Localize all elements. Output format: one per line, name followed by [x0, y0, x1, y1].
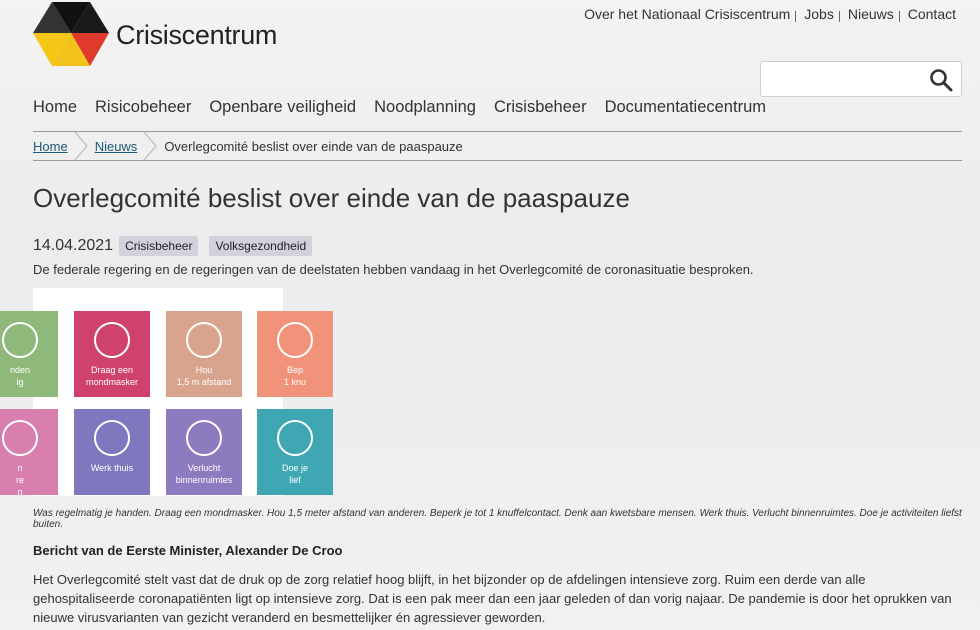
- logo-text: Crisiscentrum: [116, 20, 278, 50]
- tile-label: 1,5 m afstand: [176, 377, 232, 387]
- search-input[interactable]: [767, 67, 927, 91]
- top-link-about[interactable]: Over het Nationaal Crisiscentrum: [584, 6, 791, 22]
- tile-label: binnenruimtes: [175, 475, 233, 485]
- search-box: [760, 61, 962, 97]
- search-icon[interactable]: [929, 68, 953, 92]
- tile-ventilate: [166, 409, 242, 495]
- tile-distance: [166, 311, 242, 397]
- tile-label: Hou: [195, 365, 213, 375]
- tile-mask: [74, 311, 150, 397]
- top-links: [584, 6, 956, 22]
- tag-volksgezondheid[interactable]: Volksgezondheid: [209, 236, 312, 256]
- tile-work-home: [74, 409, 150, 495]
- breadcrumb-home[interactable]: Home: [33, 138, 68, 154]
- tile-label: mondmasker: [85, 377, 139, 387]
- article-meta: [33, 236, 323, 256]
- tile-label: Verlucht: [187, 463, 221, 473]
- tile-label: lief: [289, 475, 301, 485]
- chevron-right-icon: [143, 132, 157, 160]
- separator: [899, 11, 900, 22]
- tile-wash-hands: [0, 311, 58, 397]
- top-link-news[interactable]: Nieuws: [847, 6, 894, 22]
- top-link-contact[interactable]: Contact: [907, 6, 956, 22]
- measure-icon: [277, 322, 313, 358]
- nav-documentatiecentrum[interactable]: Documentatiecentrum: [604, 98, 766, 116]
- tile-label: ig: [16, 377, 24, 387]
- nav-openbare-veiligheid[interactable]: Openbare veiligheid: [209, 98, 357, 116]
- breadcrumb-current: Overlegcomité beslist over einde van de paaspauze: [164, 138, 463, 154]
- nav-risicobeheer[interactable]: Risicobeheer: [95, 98, 192, 116]
- article-byline: Bericht van de Eerste Minister, Alexander De Croo: [33, 543, 343, 558]
- article-date: 14.04.2021: [33, 237, 114, 254]
- measure-icon: [186, 420, 222, 456]
- crisiscentrum-logo[interactable]: [33, 2, 293, 68]
- tile-outside: [257, 409, 333, 495]
- tile-vulnerable: [0, 409, 58, 495]
- tile-contact: [257, 311, 333, 397]
- tile-label: re: [15, 475, 24, 485]
- logo-mark-icon: [33, 2, 109, 68]
- tile-label: n: [17, 487, 23, 497]
- separator: [839, 11, 840, 22]
- article-body: Het Overlegcomité stelt vast dat de druk op de zorg relatief hoog blijft, in het bijzonder op de afdelingen intensieve zorg. Ruim een derde van alle gehospitaliseerde coronapatiënten ligt op intensieve zorg. Dat is een pak meer dan een jaar geleden of dan vorig najaar. De pandemie is door het oprukken van nieuwe virusvarianten van gezicht veranderd en besmettelijker én agressiever geworden.: [33, 572, 952, 625]
- tile-label: Bep: [286, 365, 303, 375]
- measure-icon: [94, 322, 130, 358]
- nav-crisisbeheer[interactable]: Crisisbeheer: [493, 98, 587, 116]
- chevron-right-icon: [74, 132, 88, 160]
- tile-label: Doe je: [281, 463, 308, 473]
- breadcrumb-news[interactable]: Nieuws: [94, 138, 138, 154]
- measure-icon: [94, 420, 130, 456]
- top-link-jobs[interactable]: Jobs: [804, 6, 834, 22]
- nav-home[interactable]: Home: [33, 98, 78, 116]
- page-title: Overlegcomité beslist over einde van de paaspauze: [33, 183, 630, 213]
- nav-noodplanning[interactable]: Noodplanning: [374, 98, 476, 116]
- corona-measures-image: [9, 288, 308, 497]
- tag-crisisbeheer[interactable]: Crisisbeheer: [119, 236, 198, 256]
- main-nav: [33, 98, 784, 117]
- measure-icon: [2, 420, 38, 456]
- article-intro: De federale regering en de regeringen van de deelstaten hebben vandaag in het Overlegcomité de coronasituatie besproken.: [33, 262, 754, 277]
- image-caption: Was regelmatig je handen. Draag een mondmasker. Hou 1,5 meter afstand van anderen. Beperk je tot 1 knuffelcontact. Denk aan kwetsbare mensen. Werk thuis. Verlucht binnenruimtes. Doe je activiteiten liefst buiten.: [33, 508, 962, 530]
- measure-icon: [277, 420, 313, 456]
- breadcrumb: [33, 131, 962, 161]
- measure-icon: [2, 322, 38, 358]
- tile-label: 1 knu: [283, 377, 307, 387]
- tile-label: nden: [9, 365, 31, 375]
- tile-label: n: [17, 463, 23, 473]
- tile-label: Werk thuis: [90, 463, 134, 473]
- tile-label: Draag een: [90, 365, 134, 375]
- measure-icon: [186, 322, 222, 358]
- separator: [795, 11, 796, 22]
